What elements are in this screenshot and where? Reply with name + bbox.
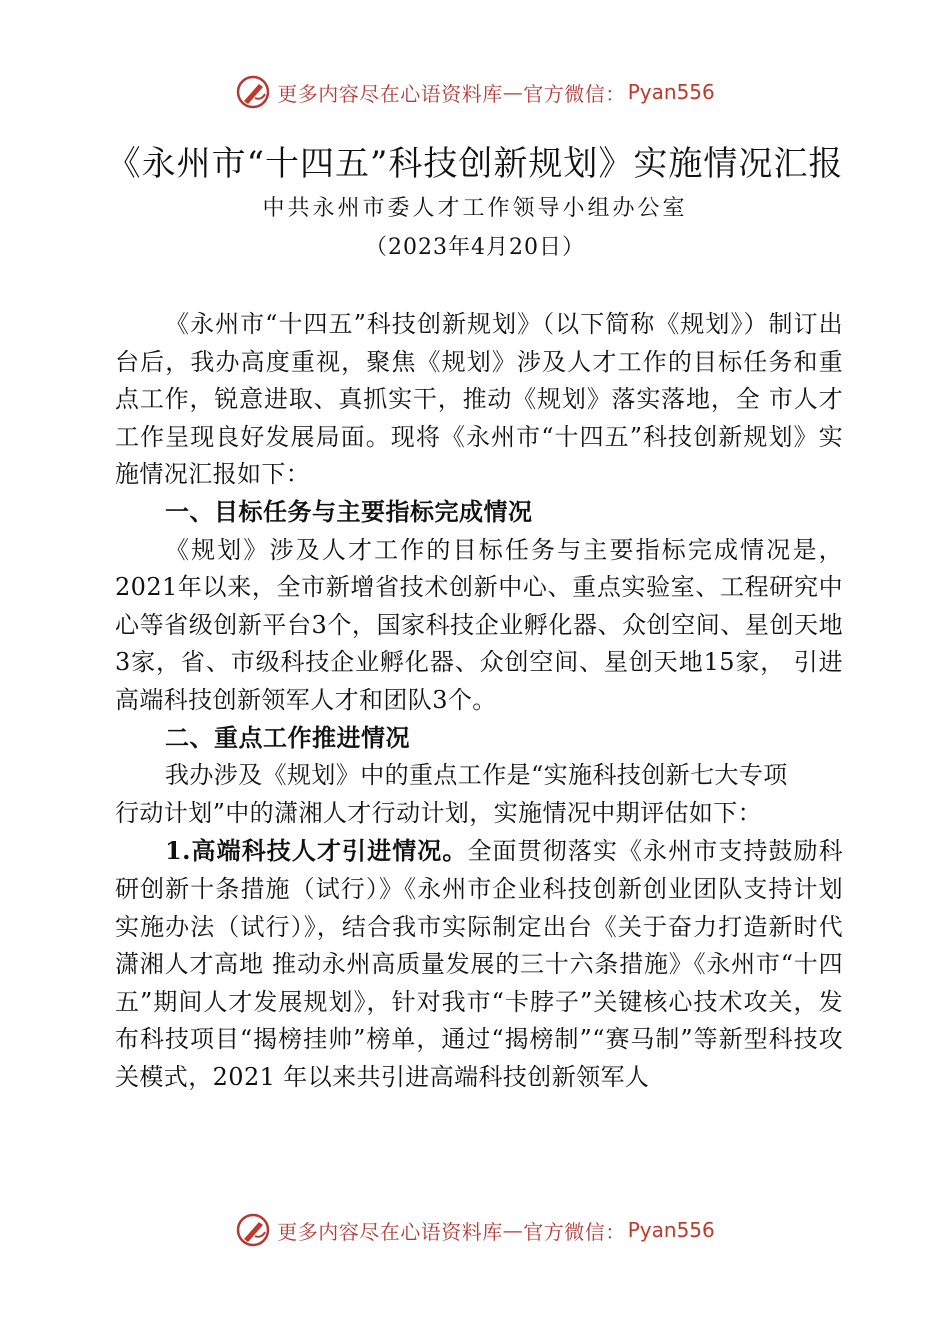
watermark-wechat-id: Pyan556 — [627, 1218, 715, 1242]
watermark-text: 更多内容尽在心语资料库 — [277, 81, 503, 106]
watermark-text: 更多内容尽在心语资料库 — [277, 1219, 503, 1244]
section2-heading: 二、重点工作推进情况 — [165, 723, 410, 752]
watermark-footer — [0, 1210, 950, 1250]
watermark-wechat-label: 官方微信： — [523, 81, 626, 106]
item1-body: 全面贯彻落实《永州市支持鼓励科研创新十条措施（试行）》《永州市企业科技创新创业团队支持计划实施办法（试行）》，结合我市实际制定出台《关于奋力打造新时代潇湘人才高地 推动永州高质量发展的三十六条措施》《永州市“十四五”期间人才发展规划》，针对我市“卡脖子”关键核心技术攻关，发布科技项目“揭榜挂帅”榜单，通过“揭榜制”“赛马制”等新型科技攻关模式，2021 年以来共引进高端科技创新领军人 — [115, 837, 844, 1091]
document-issuer: 中共永州市委人才工作领导小组办公室 — [262, 196, 688, 221]
section2-paragraph-line1: 我办涉及《规划》中的重点工作是“实施科技创新七大专项 — [165, 761, 788, 790]
item1-paragraph — [115, 832, 843, 1096]
pen-nib-circle-icon — [235, 74, 271, 110]
document-body — [115, 306, 843, 1096]
watermark-header — [0, 72, 950, 112]
watermark-dash: — — [502, 80, 524, 104]
watermark-wechat-label: 官方微信： — [523, 1219, 626, 1244]
section1-heading: 一、目标任务与主要指标完成情况 — [165, 497, 533, 526]
section1-paragraph: 《规划》涉及人才工作的目标任务与主要指标完成情况是，2021年以来，全市新增省技术创新中心、重点实验室、工程研究中心等省级创新平台3个，国家科技企业孵化器、众创空间、星创天地3家，省、市级科技企业孵化器、众创空间、星创天地15家， 引进高端科技创新领军人才和团队3个。 — [115, 535, 843, 714]
document-date: （2023年4月20日） — [365, 235, 585, 260]
pen-nib-circle-icon — [235, 1212, 271, 1248]
document-title: 《永州市“十四五”科技创新规划》实施情况汇报 — [106, 144, 844, 184]
intro-paragraph: 《永州市“十四五”科技创新规划》（以下简称《规划》）制订出台后，我办高度重视，聚焦《规划》涉及人才工作的目标任务和重点工作，锐意进取、真抓实干，推动《规划》落实落地，全 市人才工作呈现良好发展局面。现将《永州市“十四五”科技创新规划》实施情况汇报如下： — [115, 310, 843, 489]
watermark-dash: — — [502, 1218, 524, 1242]
section2-paragraph-line2: 行动计划”中的潇湘人才行动计划，实施情况中期评估如下： — [115, 798, 763, 827]
watermark-wechat-id: Pyan556 — [627, 80, 715, 104]
item1-lead: 1.高端科技人才引进情况。 — [165, 836, 468, 866]
